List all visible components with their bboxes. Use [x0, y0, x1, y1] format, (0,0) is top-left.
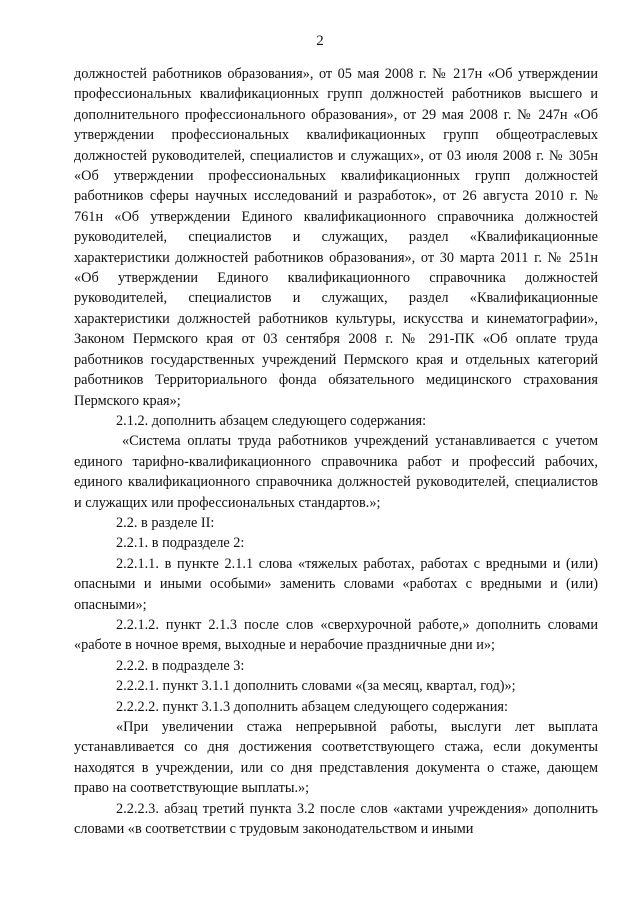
paragraph-2-2-2-2: 2.2.2.2. пункт 3.1.3 дополнить абзацем следующего содержания: — [116, 698, 508, 715]
paragraph-2-2-1-1: 2.2.1.1. в пункте 2.1.1 слова «тяжелых работах, работах с вредными и (или) опасными и иными особыми» заменить словами «работах с вредными и (или) опасными»; — [74, 555, 598, 613]
paragraph-2-2-2: 2.2.2. в подразделе 3: — [116, 657, 245, 674]
paragraph-continuation: должностей работников образования», от 05 мая 2008 г. № 217н «Об утверждении профессиональных квалификационных групп должностей работников высшего и дополнительного профессионального образования», от 29 мая 2008 г. № 247н «Об утверждении профессиональных квалификационных групп общеотраслевых должностей руководителей, специалистов и служащих», от 03 июля 2008 г. № 305н «Об утверждении профессиональных квалификационных групп должностей работников сферы научных исследований и разработок», от 26 августа 2010 г. № 761н «Об утверждении Единого квалификационного справочника должностей руководителей, специалистов и служащих, раздел «Квалификационные характеристики должностей работников образования», от 30 марта 2011 г. № 251н «Об утверждении Единого квалификационного справочника должностей руководителей, специалистов и служащих, раздел «Квалификационные характеристики должностей работников культуры, искусства и кинематографии», Законом Пермского края от 03 сентября 2008 г. № 291-ПК «Об оплате труда работников государственных учреждений Пермского края и отдельных категорий работников Территориального фонда обязательного медицинского страхования Пермского края»; — [74, 66, 598, 409]
document-body — [74, 64, 598, 839]
paragraph-2-2-2-3: 2.2.2.3. абзац третий пункта 3.2 после слов «актами учреждения» дополнить словами «в соответствии с трудовым законодательством и иными — [74, 800, 598, 838]
paragraph-2-2: 2.2. в разделе II: — [116, 514, 215, 531]
paragraph-2-2-1: 2.2.1. в подразделе 2: — [116, 535, 245, 552]
paragraph-quote-payment-system: «Система оплаты труда работников учреждений устанавливается с учетом единого тарифно-квалификационного справочника работ и профессий рабочих, единого квалификационного справочника должностей руководителей, специалистов и служащих или профессиональных стандартов.»; — [74, 433, 598, 511]
paragraph-2-2-1-2: 2.2.1.2. пункт 2.1.3 после слов «сверхурочной работе,» дополнить словами «работе в ночное время, выходные и нерабочие праздничные дни и»; — [74, 616, 598, 654]
paragraph-quote-seniority: «При увеличении стажа непрерывной работы, выслуги лет выплата устанавливается со дня достижения соответствующего стажа, если документы находятся в учреждении, или со дня представления документа о стаже, дающем право на соответствующие выплаты.»; — [74, 719, 598, 797]
paragraph-2-1-2: 2.1.2. дополнить абзацем следующего содержания: — [116, 412, 427, 429]
paragraph-2-2-2-1: 2.2.2.1. пункт 3.1.1 дополнить словами «(за месяц, квартал, год)»; — [116, 678, 516, 695]
page-number: 2 — [316, 33, 324, 49]
